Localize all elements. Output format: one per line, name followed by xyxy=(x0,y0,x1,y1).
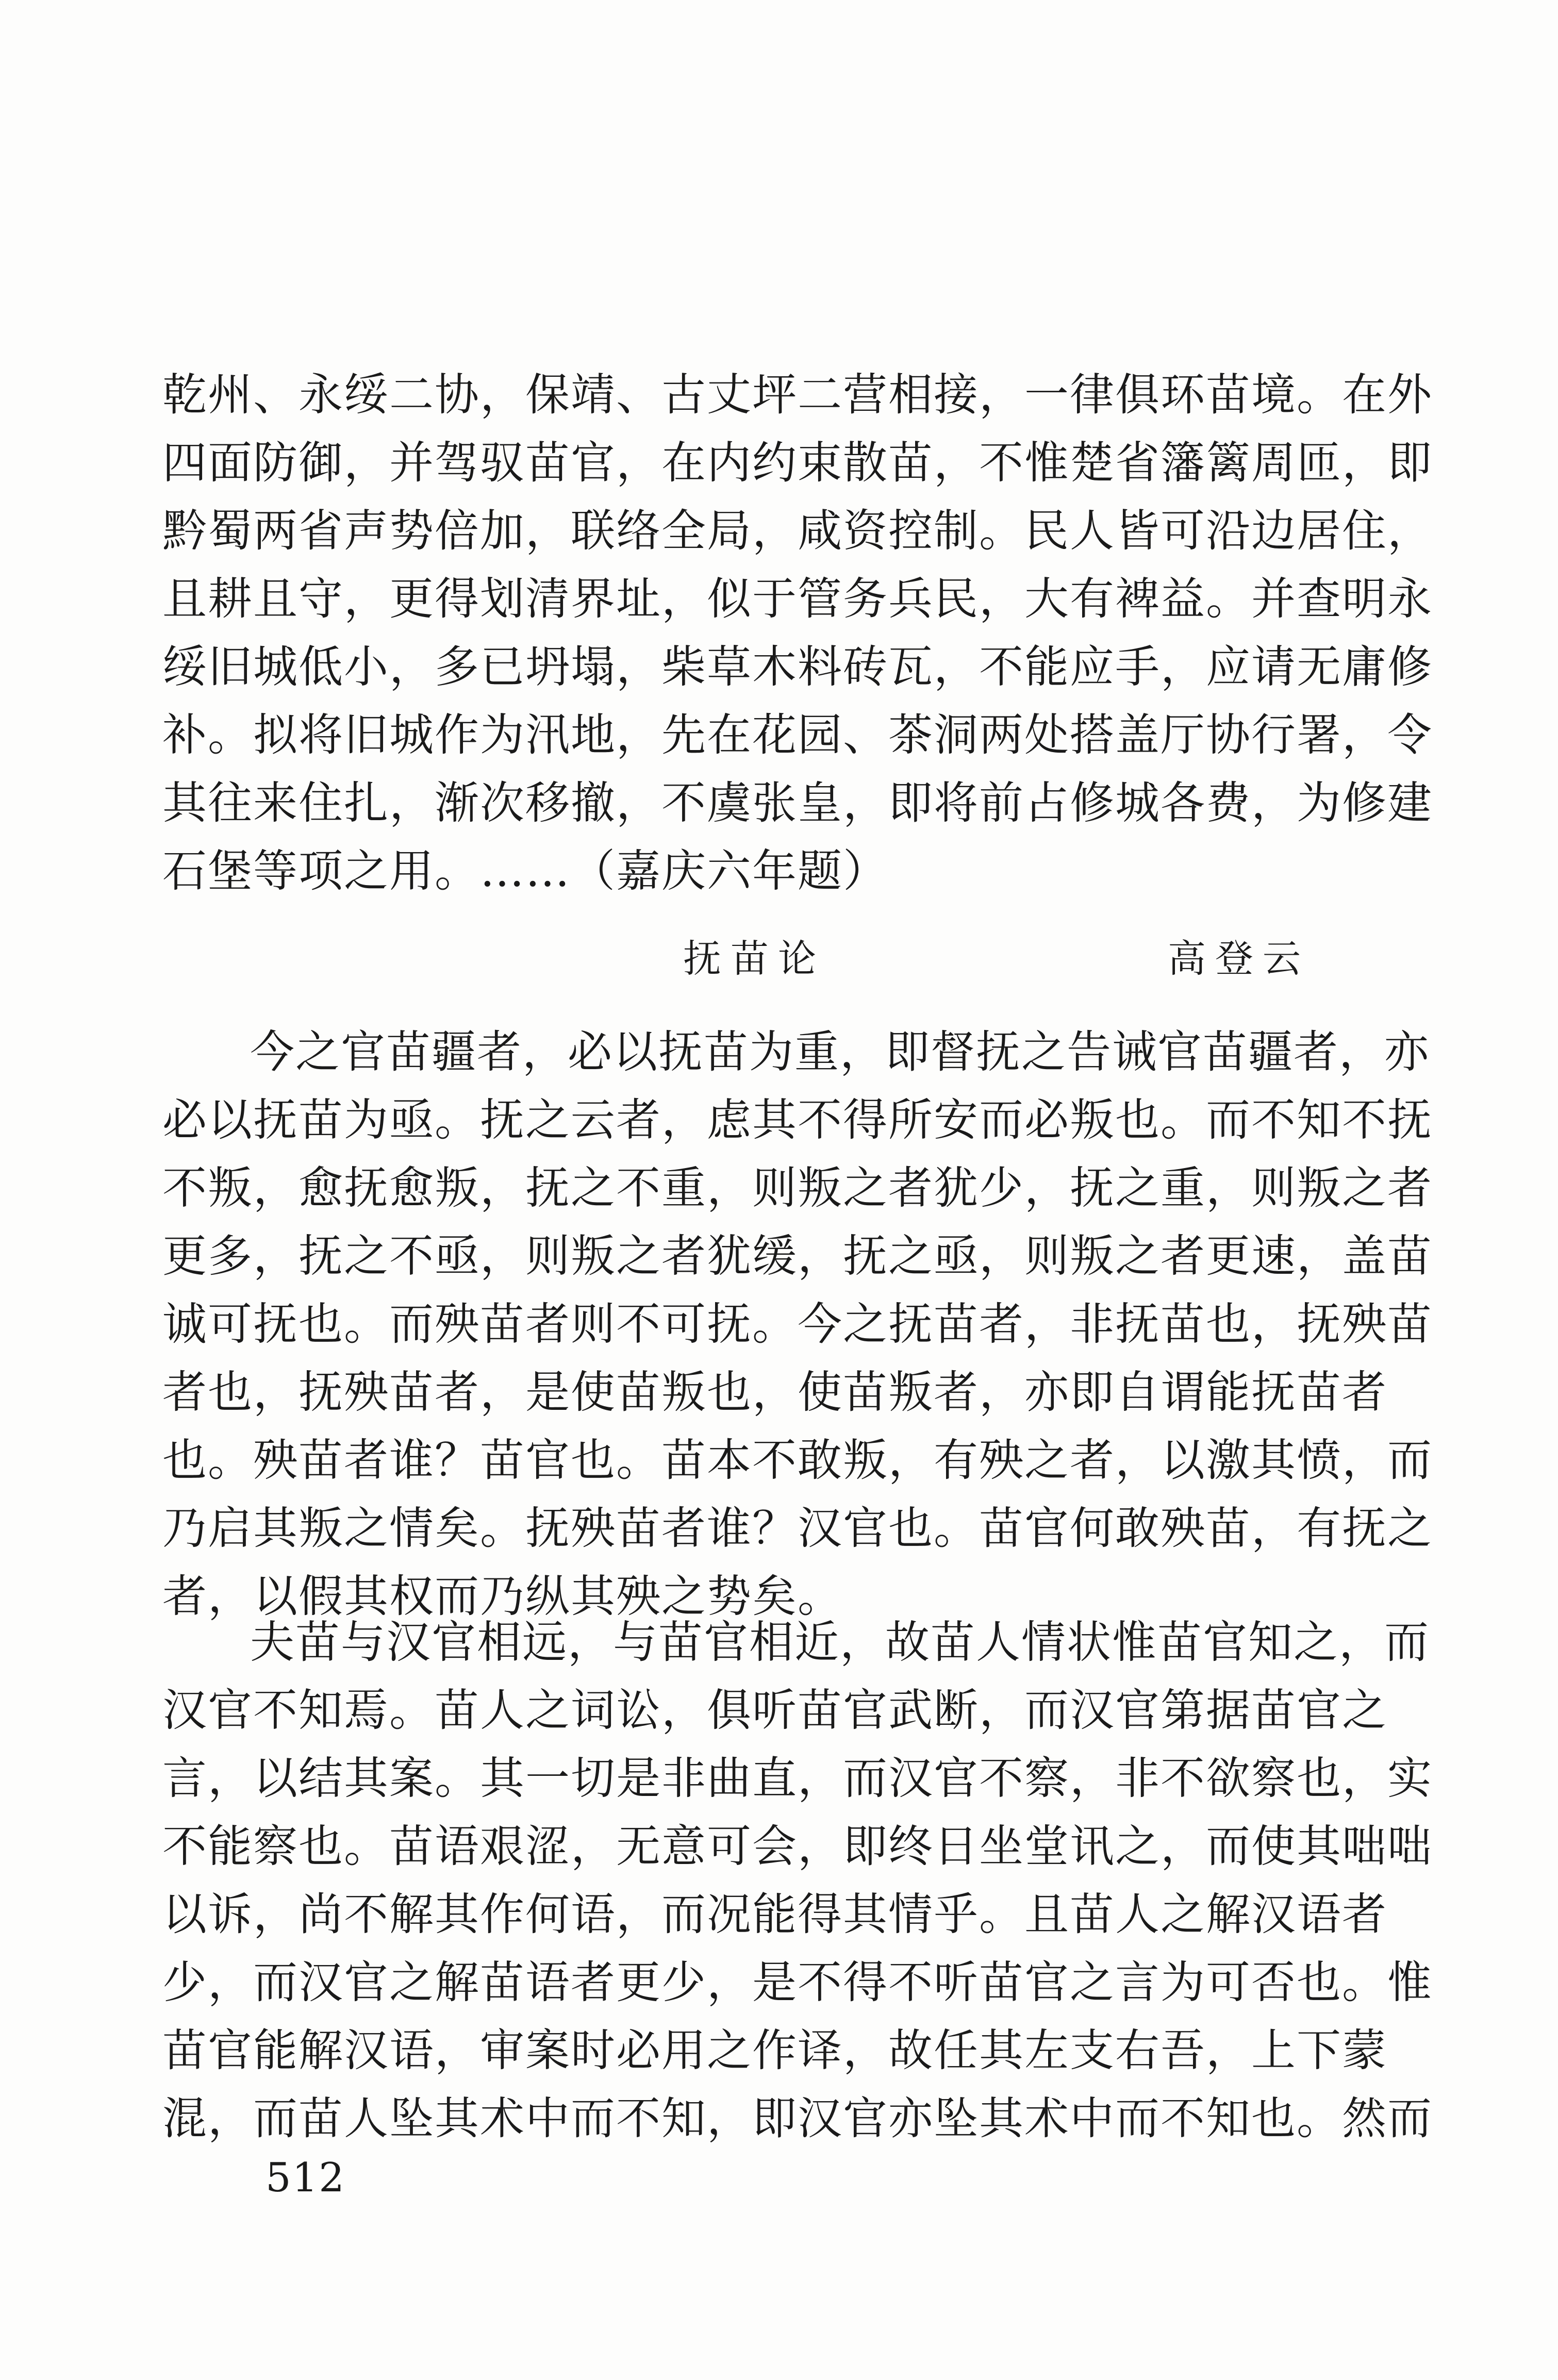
text-line: 黔蜀两省声势倍加，联络全局，咸资控制。民人皆可沿边居住， xyxy=(162,505,1433,557)
text-line: 石堡等项之用。……（嘉庆六年题） xyxy=(162,845,888,897)
text-line: 且耕且守，更得划清界址，似于管务兵民，大有裨益。并查明永 xyxy=(162,573,1433,625)
essay-paragraph-2 xyxy=(162,1608,1433,2153)
essay-author: 高登云 xyxy=(1168,937,1310,981)
text-line: 诚可抚也。而殃苗者则不可抚。今之抚苗者，非抚苗也，抚殃苗 xyxy=(162,1299,1433,1350)
text-line: 乾州、永绥二协，保靖、古丈坪二营相接，一律俱环苗境。在外 xyxy=(162,369,1433,421)
text-line: 不能察也。苗语艰涩，无意可会，即终日坐堂讯之，而使其咄咄 xyxy=(162,1821,1433,1872)
text-line: 不叛，愈抚愈叛，抚之不重，则叛之者犹少，抚之重，则叛之者 xyxy=(162,1162,1433,1214)
text-line: 苗官能解汉语，审案时必用之作译，故任其左支右吾，上下蒙 xyxy=(162,2025,1387,2076)
essay-paragraph-1 xyxy=(162,1018,1433,1630)
text-line: 混，而苗人坠其术中而不知，即汉官亦坠其术中而不知也。然而 xyxy=(162,2093,1433,2144)
text-line: 者也，抚殃苗者，是使苗叛也，使苗叛者，亦即自谓能抚苗者 xyxy=(162,1367,1387,1418)
text-line: 者，以假其权而乃纵其殃之势矣。 xyxy=(162,1571,843,1622)
continued-memorial-text xyxy=(162,361,1433,905)
text-line: 言，以结其案。其一切是非曲直，而汉官不察，非不欲察也，实 xyxy=(162,1753,1433,1804)
text-line: 也。殃苗者谁？苗官也。苗本不敢叛，有殃之者，以激其愤，而 xyxy=(162,1435,1433,1486)
essay-heading xyxy=(0,928,1558,990)
text-line: 今之官苗疆者，必以抚苗为重，即督抚之告诫官苗疆者，亦 xyxy=(250,1026,1430,1078)
text-line: 四面防御，并驾驭苗官，在内约束散苗，不惟楚省籓篱周匝，即 xyxy=(162,437,1433,489)
text-line: 乃启其叛之情矣。抚殃苗者谁？汉官也。苗官何敢殃苗，有抚之 xyxy=(162,1503,1433,1554)
text-line: 其往来住扎，渐次移撤，不虞张皇，即将前占修城各费，为修建 xyxy=(162,777,1433,829)
text-line: 绥旧城低小，多已坍塌，柴草木料砖瓦，不能应手，应请无庸修 xyxy=(162,641,1433,693)
essay-title: 抚苗论 xyxy=(683,937,825,981)
text-line: 以诉，尚不解其作何语，而况能得其情乎。且苗人之解汉语者 xyxy=(162,1889,1387,1940)
text-line: 更多，抚之不亟，则叛之者犹缓，抚之亟，则叛之者更速，盖苗 xyxy=(162,1230,1433,1282)
text-line: 补。拟将旧城作为汛地，先在花园、茶洞两处搭盖厅协行署，令 xyxy=(162,709,1433,761)
text-line: 少，而汉官之解苗语者更少，是不得不听苗官之言为可否也。惟 xyxy=(162,1957,1433,2008)
text-line: 必以抚苗为亟。抚之云者，虑其不得所安而必叛也。而不知不抚 xyxy=(162,1094,1433,1146)
text-line: 夫苗与汉官相远，与苗官相近，故苗人情状惟苗官知之，而 xyxy=(250,1617,1430,1668)
page-number: 512 xyxy=(266,2155,345,2201)
text-line: 汉官不知焉。苗人之词讼，俱听苗官武断，而汉官第据苗官之 xyxy=(162,1685,1387,1736)
